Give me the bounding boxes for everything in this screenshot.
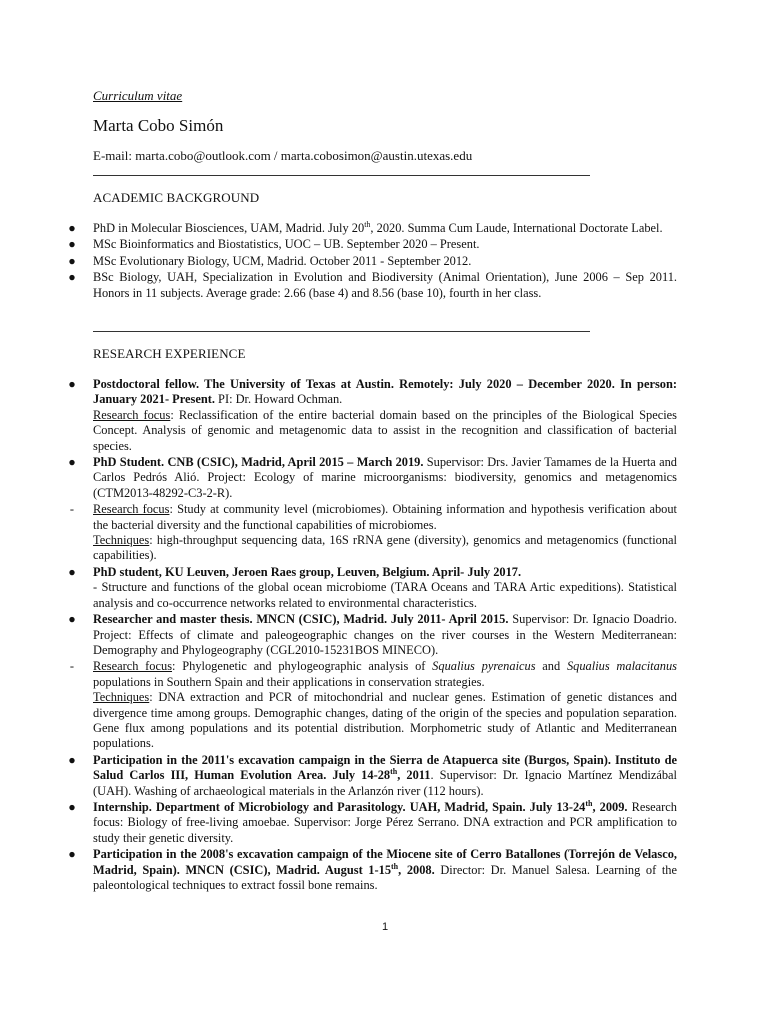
list-item-master-details — [69, 659, 677, 751]
item-title: Postdoctoral fellow. The University of Texas at Austin. Remotely: July 2020 – December 2020. In person: January 2021- Present. — [93, 377, 677, 407]
item-text: Director: Dr. Manuel Salesa. Learning of the paleontological techniques to extract fossil bone remains. — [93, 862, 677, 892]
list-item-atapuerca — [68, 752, 677, 799]
dash-icon: - — [69, 502, 75, 517]
item-text: populations in Southern Spain and their applications in conservation strategies. — [93, 674, 485, 689]
bullet-icon: ● — [68, 221, 76, 235]
bullet-icon: ● — [68, 847, 76, 862]
superscript: th — [390, 767, 398, 777]
item-title: Participation in the 2011's excavation campaign in the Sierra de Atapuerca site (Burgos, Spain). Instituto de Salud Carlos III, Human Evolution Area. July 14-28 — [93, 752, 677, 783]
item-text: MSc Bioinformatics and Biostatistics, UOC – UB. September 2020 – Present. — [93, 237, 480, 252]
item-text: MSc Evolutionary Biology, UCM, Madrid. October 2011 - September 2012. — [93, 253, 472, 268]
item-text: BSc Biology, UAH, Specialization in Evolution and Biodiversity (Animal Orientation), June 2006 – Sep 2011. Honors in 11 subjects. Average grade: 2.66 (base 4) and 8.56 (base 10), fourth in her class. — [93, 270, 677, 300]
list-item-master — [68, 612, 677, 658]
contact-email: E-mail: marta.cobo@outlook.com / marta.cobosimon@austin.utexas.edu — [93, 148, 473, 163]
list-item — [68, 270, 677, 301]
divider — [93, 175, 590, 176]
item-text: : Reclassification of the entire bacterial domain based on the principles of the Biological Species Concept. Analysis of genomic and metagenomic data to assist in the recognition and classification of bacterial species. — [93, 407, 678, 453]
list-item-phd-details — [69, 502, 677, 564]
document-title: Curriculum vitae — [93, 88, 183, 103]
bullet-icon: ● — [68, 377, 76, 391]
bullet-icon: ● — [68, 253, 76, 268]
bullet-icon: ● — [68, 752, 76, 767]
list-item-internship — [68, 798, 678, 846]
techniques-label: Techniques — [93, 533, 150, 548]
item-text: and — [535, 659, 567, 674]
academic-list — [68, 219, 677, 302]
bullet-icon: ● — [68, 799, 76, 814]
bullet-icon: ● — [68, 455, 76, 470]
techniques-label: Techniques — [93, 690, 150, 705]
item-text: Research focus: Biology of free-living amoebae. Supervisor: Jorge Pérez Serrano. DNA extraction and PCR amplification to study their genetic diversity. — [93, 799, 678, 845]
item-title: PhD Student. CNB (CSIC), Madrid, April 2015 – March 2019. — [93, 455, 424, 470]
item-text: : DNA extraction and PCR of mitochondrial and nuclear genes. Estimation of genetic distances and divergence time among groups. Demographic changes, dating of the origin of the species and population separation. Gene flux among populations and its potential distribution. Morphometric study of Atlantic and Mediterranean populations. — [93, 690, 677, 751]
superscript: th — [364, 219, 371, 229]
item-text: - Structure and functions of the global ocean microbiome (TARA Oceans and TARA Artic expeditions). Statistical analysis and co-occurrence networks related to environmental characteristics. — [93, 580, 677, 610]
item-text: , 2020. Summa Cum Laude, International Doctorate Label. — [370, 221, 663, 235]
section-heading-academic: ACADEMIC BACKGROUND — [93, 190, 260, 205]
bullet-icon: ● — [68, 612, 76, 627]
focus-label: Research focus — [93, 502, 170, 517]
list-item-postdoc — [68, 377, 678, 454]
species-name: Squalius malacitanus — [566, 659, 677, 674]
item-title: Researcher and master thesis. MNCN (CSIC), Madrid. July 2011- April 2015. — [93, 612, 509, 627]
item-text: : Study at community level (microbiomes). Obtaining information and hypothesis verification about the bacterial diversity and the functional capabilities of microbiomes. — [93, 502, 677, 532]
bullet-icon: ● — [68, 270, 76, 285]
dash-icon: - — [69, 659, 75, 674]
item-title: PhD student, KU Leuven, Jeroen Raes group, Leuven, Belgium. April- July 2017. — [93, 564, 522, 579]
list-item-phd — [68, 455, 678, 501]
species-name: Squalius pyrenaicus — [432, 659, 536, 674]
item-title: Participation in the 2008's excavation campaign of the Miocene site of Cerro Batallones (Torrejón de Velasco, Madrid, Spain). MNCN (CSIC), Madrid. August 1-15 — [93, 847, 677, 877]
item-text: : high-throughput sequencing data, 16S rRNA gene (diversity), genomics and metagenomics (functional capabilities). — [93, 533, 677, 563]
research-list — [68, 377, 678, 894]
divider — [93, 331, 590, 332]
bullet-icon: ● — [68, 564, 76, 579]
item-title: , 2008. — [398, 862, 435, 877]
superscript: th — [585, 798, 593, 808]
list-item — [68, 237, 677, 252]
item-text: Supervisor: Drs. Javier Tamames de la Huerta and Carlos Pedrós Alió. Project: Ecology of marine microorganisms: biodiversity, genomics and metagenomics (CTM2013-48292-C3-2-R). — [93, 455, 678, 500]
bullet-icon: ● — [68, 237, 76, 252]
list-item — [68, 253, 677, 269]
person-name: Marta Cobo Simón — [93, 116, 224, 135]
superscript: th — [391, 861, 399, 871]
section-heading-research: RESEARCH EXPERIENCE — [93, 346, 246, 361]
item-text: : Phylogenetic and phylogeographic analysis of — [172, 659, 433, 674]
page-number: 1 — [381, 921, 389, 933]
item-title: , 2009. — [592, 799, 628, 814]
list-item-leuven — [68, 564, 677, 611]
list-item-miocene — [68, 847, 677, 893]
item-title: , 2011 — [397, 768, 431, 783]
item-text: PI: Dr. Howard Ochman. — [214, 392, 343, 407]
item-text: . Supervisor: Dr. Ignacio Martínez Mendizábal (UAH). Washing of archaeological materials in the Arlanzón river (112 hours). — [93, 768, 677, 798]
focus-label: Research focus — [93, 407, 171, 422]
focus-label: Research focus — [93, 659, 173, 674]
list-item — [68, 219, 677, 236]
item-text: Supervisor: Dr. Ignacio Doadrio. Project: Effects of climate and paleogeographic changes on the river courses in the Western Mediterranean: Demography and Phylogeography (CGL2010-15231BOS MINECO). — [93, 612, 677, 657]
item-title: Internship. Department of Microbiology and Parasitology. UAH, Madrid, Spain. July 13-24 — [93, 799, 586, 814]
item-text: PhD in Molecular Biosciences, UAM, Madrid. July 20 — [93, 221, 365, 235]
